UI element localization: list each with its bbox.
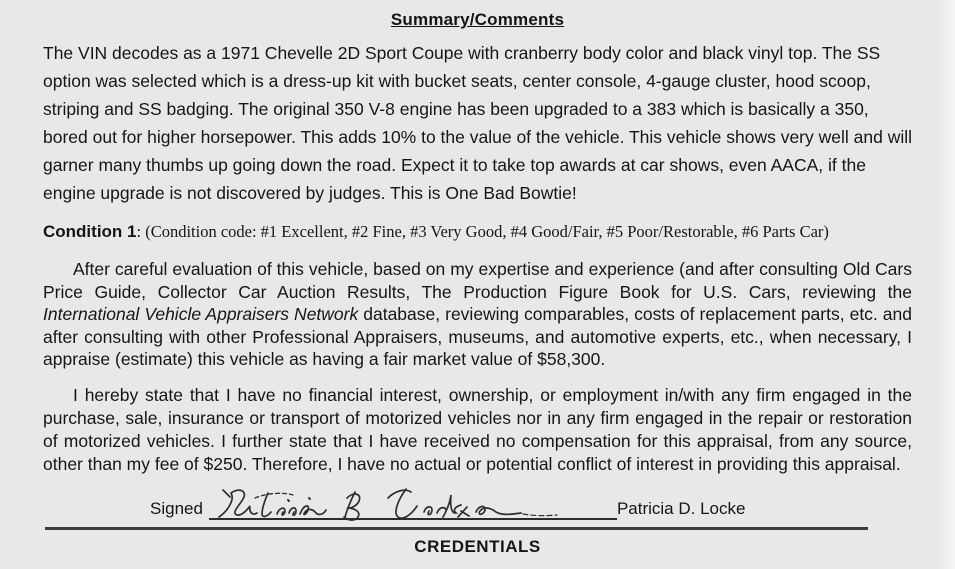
signer-printed-name: Patricia D. Locke <box>616 498 746 518</box>
disclosure-paragraph: I hereby state that I have no financial interest, ownership, or employment in/with any firm engaged in the purchase, sale, insurance or transport of motorized vehicles nor in any firm engaged in the repair or restoration of motorized vehicles. I further state that I have received no compensation for this appraisal, from any source, other than my fee of $250. Therefore, I have no actual or potential conflict of interest in providing this appraisal. <box>43 384 912 474</box>
condition-line <box>43 221 912 243</box>
section-divider <box>45 527 868 530</box>
condition-codes: : (Condition code: #1 Excellent, #2 Fine, #3 Very Good, #4 Good/Fair, #5 Poor/Restorable, #6 Parts Car) <box>136 222 829 241</box>
credentials-heading: CREDENTIALS <box>414 536 541 556</box>
valuation-paragraph <box>43 258 912 371</box>
signature-row <box>150 496 912 520</box>
signature-line <box>209 494 617 520</box>
valuation-text-before: After careful evaluation of this vehicle, based on my expertise and experience (and after consulting Old Cars Price Guide, Collector Car Auction Results, The Production Figure Book for U.S. Cars, reviewing the <box>43 259 912 302</box>
handwritten-signature-icon <box>213 486 595 522</box>
condition-label: Condition 1 <box>43 222 137 241</box>
valuation-text-after: database, reviewing comparables, costs of replacement parts, etc. and after consulting with other Professional Appraisers, museums, and automotive experts, etc., when necessary, I appraise (estimate) this vehicle as having a fair market value of $58,300. <box>43 304 912 369</box>
summary-paragraph: The VIN decodes as a 1971 Chevelle 2D Sport Coupe with cranberry body color and black vinyl top. The SS option was selected which is a dress-up kit with bucket seats, center console, 4-gauge cluster, hood scoop, striping and SS badging. The original 350 V-8 engine has been upgraded to a 383 which is basically a 350, bored out for higher horsepower. This adds 10% to the value of the vehicle. This vehicle shows very well and will garner many thumbs up going down the road. Expect it to take top awards at car shows, even AACA, if the engine upgrade is not discovered by judges. This is One Bad Bowtie! <box>43 43 912 203</box>
section-title: Summary/Comments <box>390 10 565 29</box>
signed-label: Signed <box>150 498 203 518</box>
valuation-network-name: International Vehicle Appraisers Network <box>43 304 359 324</box>
